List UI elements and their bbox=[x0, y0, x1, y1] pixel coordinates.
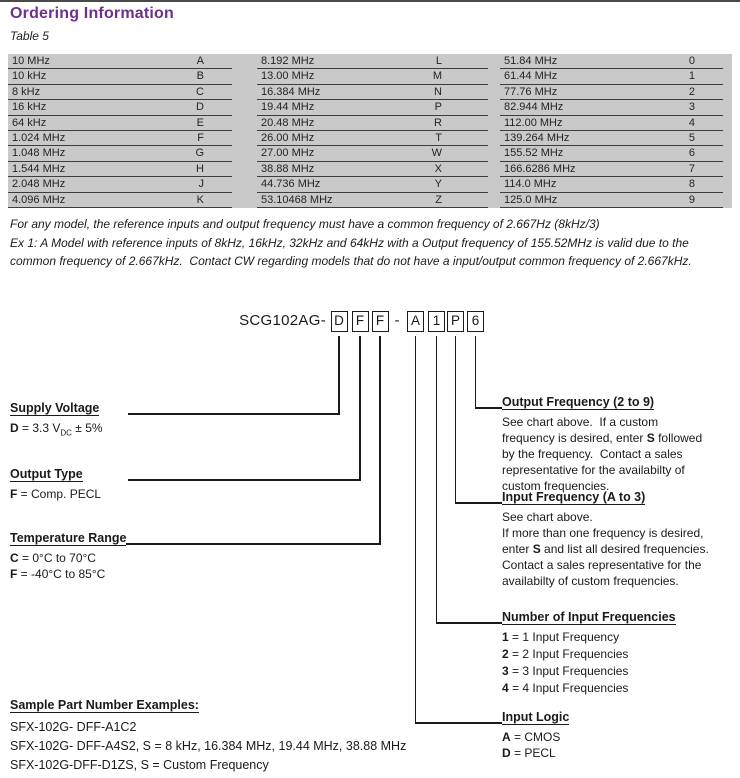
frequency-label: 38.88 MHz bbox=[261, 162, 315, 175]
note-line: For any model, the reference inputs and output frequency must have a common frequency of 2.667Hz (8kHz/3) bbox=[10, 217, 600, 231]
frequency-label: 20.48 MHz bbox=[261, 116, 315, 129]
frequency-code: E bbox=[196, 116, 204, 129]
table-row bbox=[257, 146, 488, 161]
frequency-code: 0 bbox=[688, 55, 695, 67]
frequency-label: 139.264 MHz bbox=[504, 131, 570, 144]
callout-output-type bbox=[10, 465, 101, 502]
frequency-label: 112.00 MHz bbox=[504, 116, 563, 129]
sample-part-number-line: SFX-102G- DFF-A4S2, S = 8 kHz, 16.384 MHz, 19.44 MHz, 38.88 MHz bbox=[10, 738, 407, 753]
table-caption: Table 5 bbox=[10, 29, 49, 43]
callout-output-frequency bbox=[502, 393, 738, 495]
table-row bbox=[8, 177, 232, 192]
frequency-code: 7 bbox=[688, 162, 695, 175]
frequency-label: 61.44 MHz bbox=[504, 70, 558, 83]
connector-output-frequency-hline bbox=[475, 407, 502, 409]
connector-output-type-vline bbox=[359, 336, 361, 481]
note-line: Ex 1: A Model with reference inputs of 8kHz, 16kHz, 32kHz and 64kHz with a Output frequency of 155.52MHz is valid due to the bbox=[10, 235, 689, 250]
table-row bbox=[8, 54, 232, 69]
frequency-label: 114.0 MHz bbox=[504, 178, 557, 191]
table-row bbox=[500, 162, 723, 177]
frequency-label: 4.096 MHz bbox=[12, 193, 66, 206]
frequency-label: 13.00 MHz bbox=[261, 70, 315, 83]
connector-input-logic-vline bbox=[415, 336, 417, 724]
callout-line: C = 0°C to 70°C bbox=[10, 550, 96, 565]
table-row bbox=[500, 131, 723, 146]
callout-line: availabilty of custom frequencies. bbox=[502, 574, 679, 589]
number-of-input-frequencies-heading: Number of Input Frequencies bbox=[502, 610, 676, 624]
callout-line: 3 = 3 Input Frequencies bbox=[502, 663, 629, 678]
table-row bbox=[500, 177, 723, 192]
frequency-code: Z bbox=[435, 193, 442, 206]
frequency-code: A bbox=[196, 55, 204, 67]
temperature-range-body bbox=[10, 550, 126, 582]
callout-temperature-range bbox=[10, 529, 126, 582]
table-row bbox=[500, 54, 723, 69]
callout-line: representative for the availabilty of bbox=[502, 463, 685, 478]
frequency-label: 1.024 MHz bbox=[12, 131, 66, 144]
part-number-boxes bbox=[0, 311, 740, 332]
frequency-code: 8 bbox=[688, 178, 695, 191]
frequency-code: K bbox=[196, 193, 204, 206]
connector-temperature-range-vline bbox=[379, 336, 381, 545]
part-code-box: P bbox=[447, 311, 464, 332]
frequency-code: C bbox=[196, 85, 204, 98]
frequency-label: 155.52 MHz bbox=[504, 147, 564, 160]
input-frequency-heading: Input Frequency (A to 3) bbox=[502, 490, 646, 504]
connector-input-frequency-vline bbox=[455, 336, 457, 504]
sample-part-number-line: SFX-102G- DFF-A1C2 bbox=[10, 719, 137, 734]
callout-line: custom frequencies. bbox=[502, 479, 610, 494]
callout-number-of-input-frequencies bbox=[502, 608, 738, 697]
frequency-label: 1.048 MHz bbox=[12, 147, 66, 160]
sample-part-numbers-heading: Sample Part Number Examples: bbox=[10, 698, 199, 712]
input-logic-heading: Input Logic bbox=[502, 710, 570, 724]
connector-num-input-freq-vline bbox=[436, 336, 438, 624]
connector-temperature-range-hline bbox=[126, 543, 381, 545]
frequency-code: M bbox=[432, 70, 442, 83]
table-row bbox=[8, 146, 232, 161]
connector-supply-voltage-hline bbox=[128, 413, 340, 415]
part-number-dash: - bbox=[394, 312, 400, 329]
frequency-label: 26.00 MHz bbox=[261, 131, 315, 144]
frequency-code: 1 bbox=[688, 70, 695, 83]
callout-line: by the frequency. Contact a sales bbox=[502, 446, 683, 461]
table-row bbox=[257, 177, 488, 192]
sample-part-number-line: SFX-102G-DFF-D1ZS, S = Custom Frequency bbox=[10, 757, 269, 772]
frequency-label: 8.192 MHz bbox=[261, 55, 315, 67]
frequency-label: 1.544 MHz bbox=[12, 162, 66, 175]
connector-output-type-hline bbox=[128, 479, 361, 481]
table-row bbox=[500, 193, 723, 208]
frequency-label: 77.76 MHz bbox=[504, 85, 558, 98]
frequency-label: 64 kHz bbox=[12, 116, 47, 129]
frequency-column-2 bbox=[257, 54, 488, 208]
output-type-body bbox=[10, 486, 101, 502]
table-row bbox=[8, 100, 232, 115]
frequency-code: 3 bbox=[688, 101, 695, 114]
callout-line: D = PECL bbox=[502, 745, 556, 760]
frequency-code: L bbox=[435, 55, 442, 67]
connector-supply-voltage-vline bbox=[338, 336, 340, 415]
input-logic-body bbox=[502, 729, 738, 761]
frequency-column-1 bbox=[8, 54, 232, 208]
frequency-code: 9 bbox=[688, 193, 695, 206]
frequency-label: 2.048 MHz bbox=[12, 178, 66, 191]
sample-part-numbers-body bbox=[10, 718, 470, 775]
frequency-label: 16 kHz bbox=[12, 101, 47, 114]
part-code-box: F bbox=[372, 311, 389, 332]
callout-line: frequency is desired, enter S followed bbox=[502, 430, 703, 445]
part-code-box: 6 bbox=[467, 311, 484, 332]
table-row bbox=[257, 85, 488, 100]
table-row bbox=[500, 116, 723, 131]
table-row bbox=[8, 69, 232, 84]
table-row bbox=[257, 69, 488, 84]
callout-line: If more than one frequency is desired, bbox=[502, 525, 704, 540]
number-of-input-frequencies-body bbox=[502, 629, 738, 697]
frequency-label: 19.44 MHz bbox=[261, 101, 315, 114]
frequency-label: 51.84 MHz bbox=[504, 55, 558, 67]
part-code-box: A bbox=[407, 311, 424, 332]
frequency-code: B bbox=[196, 70, 204, 83]
callout-line: 2 = 2 Input Frequencies bbox=[502, 646, 629, 661]
part-code-box: F bbox=[352, 311, 369, 332]
callout-line: A = CMOS bbox=[502, 729, 561, 744]
callout-line: Contact a sales representative for the bbox=[502, 558, 702, 573]
table-row bbox=[257, 54, 488, 69]
frequency-label: 10 MHz bbox=[12, 55, 50, 67]
frequency-code: D bbox=[196, 101, 204, 114]
table-row bbox=[500, 146, 723, 161]
frequency-code: 6 bbox=[688, 147, 695, 160]
frequency-code: N bbox=[434, 85, 442, 98]
table-row bbox=[500, 69, 723, 84]
frequency-code: J bbox=[198, 178, 204, 191]
callout-line: See chart above. bbox=[502, 509, 593, 524]
callout-line: 4 = 4 Input Frequencies bbox=[502, 680, 629, 695]
frequency-label: 82.944 MHz bbox=[504, 101, 564, 114]
table-row bbox=[8, 85, 232, 100]
input-frequency-body bbox=[502, 509, 738, 590]
supply-voltage-heading: Supply Voltage bbox=[10, 401, 100, 415]
table-row bbox=[257, 162, 488, 177]
top-rule bbox=[0, 0, 740, 2]
callout-line: D = 3.3 $V_{DC} \pm 5\%$ bbox=[10, 420, 103, 437]
table-notes bbox=[10, 215, 736, 271]
frequency-code: W bbox=[431, 147, 442, 160]
connector-num-input-freq-hline bbox=[436, 622, 502, 624]
table-row bbox=[8, 193, 232, 208]
callout-line: 1 = 1 Input Frequency bbox=[502, 629, 620, 644]
frequency-code: R bbox=[434, 116, 442, 129]
supply-voltage-body bbox=[10, 420, 103, 442]
output-frequency-heading: Output Frequency (2 to 9) bbox=[502, 395, 655, 409]
callout-input-logic bbox=[502, 708, 738, 761]
table-row bbox=[257, 131, 488, 146]
connector-input-frequency-hline bbox=[455, 502, 502, 504]
part-number-prefix: SCG102AG- bbox=[239, 312, 326, 329]
frequency-code-table bbox=[8, 54, 732, 208]
frequency-code: T bbox=[435, 131, 442, 144]
frequency-label: 27.00 MHz bbox=[261, 147, 315, 160]
table-row bbox=[8, 131, 232, 146]
frequency-label: 125.0 MHz bbox=[504, 193, 558, 206]
frequency-label: 166.6286 MHz bbox=[504, 162, 576, 175]
part-code-box: D bbox=[331, 311, 348, 332]
temperature-range-heading: Temperature Range bbox=[10, 531, 127, 545]
callout-line: F = Comp. PECL bbox=[10, 486, 102, 501]
callout-line: F = -40°C to 85°C bbox=[10, 566, 106, 581]
frequency-code: F bbox=[197, 131, 204, 144]
table-row bbox=[257, 193, 488, 208]
frequency-label: 8 kHz bbox=[12, 85, 41, 98]
table-row bbox=[8, 162, 232, 177]
frequency-label: 10 kHz bbox=[12, 70, 47, 83]
frequency-code: X bbox=[434, 162, 442, 175]
callout-line: See chart above. If a custom bbox=[502, 414, 659, 429]
table-row bbox=[257, 116, 488, 131]
callout-input-frequency bbox=[502, 488, 738, 590]
page-title: Ordering Information bbox=[10, 5, 174, 22]
frequency-label: 44.736 MHz bbox=[261, 178, 321, 191]
output-type-heading: Output Type bbox=[10, 467, 83, 481]
frequency-label: 53.10468 MHz bbox=[261, 193, 333, 206]
frequency-code: 4 bbox=[688, 116, 695, 129]
frequency-code: Y bbox=[434, 178, 442, 191]
frequency-column-3 bbox=[500, 54, 723, 208]
frequency-code: 5 bbox=[688, 131, 695, 144]
frequency-code: 2 bbox=[688, 85, 695, 98]
part-code-box: 1 bbox=[428, 311, 445, 332]
connector-output-frequency-vline bbox=[475, 336, 477, 409]
frequency-code: P bbox=[434, 101, 442, 114]
note-line: common frequency of 2.667kHz. Contact CW regarding models that do not have a input/output common frequency of 2.667kHz. bbox=[10, 254, 692, 268]
table-row bbox=[257, 100, 488, 115]
callout-supply-voltage bbox=[10, 399, 103, 441]
table-row bbox=[500, 85, 723, 100]
frequency-code: G bbox=[195, 147, 204, 160]
output-frequency-body bbox=[502, 414, 738, 495]
frequency-code: H bbox=[196, 162, 204, 175]
callout-line: enter S and list all desired frequencies. bbox=[502, 541, 709, 556]
table-row bbox=[8, 116, 232, 131]
frequency-label: 16.384 MHz bbox=[261, 85, 321, 98]
sample-part-numbers bbox=[10, 696, 470, 775]
table-row bbox=[500, 100, 723, 115]
